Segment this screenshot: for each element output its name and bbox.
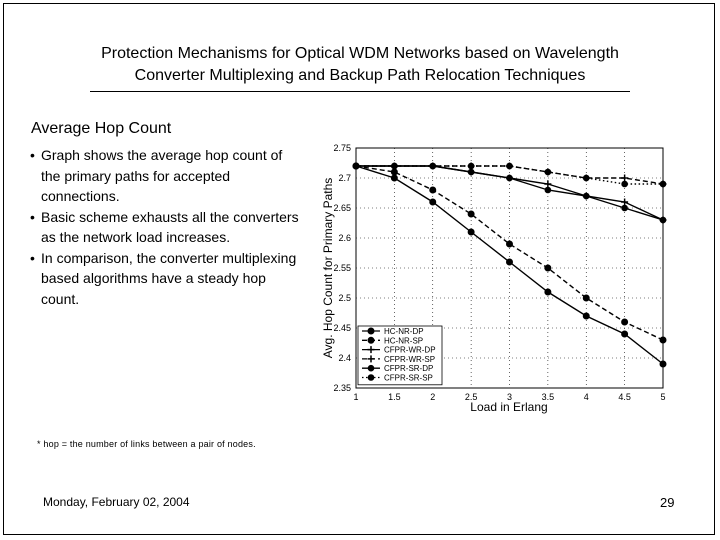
data-point xyxy=(621,181,628,188)
data-point xyxy=(506,175,513,182)
data-point xyxy=(391,169,397,175)
slide-title-line-1: Protection Mechanisms for Optical WDM Networks based on Wavelength xyxy=(101,45,619,62)
legend-marker xyxy=(368,374,375,381)
data-point xyxy=(545,289,551,295)
data-point xyxy=(468,169,475,176)
y-tick-label: 2.65 xyxy=(333,203,351,213)
y-tick-label: 2.6 xyxy=(338,233,351,243)
data-point xyxy=(621,175,628,182)
data-point xyxy=(621,199,628,206)
y-tick-label: 2.7 xyxy=(338,173,351,183)
bullet-list xyxy=(30,145,300,309)
section-heading: Average Hop Count xyxy=(31,120,172,137)
data-point xyxy=(429,163,436,170)
x-tick-label: 1 xyxy=(353,392,359,402)
bullet-item: • Graph shows the average hop count of the primary paths for accepted connections. xyxy=(30,145,300,207)
data-point xyxy=(507,259,513,265)
y-tick-label: 2.35 xyxy=(333,383,351,393)
slide-date: Monday, February 02, 2004 xyxy=(43,495,190,509)
y-tick-label: 2.55 xyxy=(333,263,351,273)
y-tick-label: 2.5 xyxy=(338,293,351,303)
bullet-item: • In comparison, the converter multiplexing based algorithms have a steady hop count. xyxy=(30,248,300,310)
data-point xyxy=(583,175,590,182)
data-point xyxy=(583,193,590,200)
data-point xyxy=(583,295,589,301)
slide-title-line-2: Converter Multiplexing and Backup Path Relocation Techniques xyxy=(134,67,586,84)
bullet-item: • Basic scheme exhausts all the converters as the network load increases. xyxy=(30,207,300,248)
legend-label: CFPR-WR-SP xyxy=(384,354,436,364)
y-axis-label: Avg. Hop Count for Primary Paths xyxy=(321,177,335,359)
x-tick-label: 2.5 xyxy=(464,392,478,402)
legend-label: HC-NR-SP xyxy=(384,336,424,346)
data-point xyxy=(545,187,552,194)
data-point xyxy=(391,163,398,170)
data-point xyxy=(545,169,552,176)
chart-legend xyxy=(358,326,442,385)
x-tick-label: 4.5 xyxy=(618,392,631,402)
footnote: * hop = the number of links between a pair of nodes. xyxy=(37,439,256,449)
x-tick-label: 2 xyxy=(430,392,436,402)
hop-count-chart xyxy=(300,138,685,423)
legend-label: HC-NR-DP xyxy=(384,327,424,336)
data-point xyxy=(468,211,474,217)
data-point xyxy=(391,175,397,181)
data-point xyxy=(507,241,513,247)
x-tick-label: 3.5 xyxy=(541,392,555,402)
x-axis-label: Load in Erlang xyxy=(470,400,548,414)
x-tick-label: 3 xyxy=(506,392,513,402)
legend-marker xyxy=(368,365,375,372)
data-point xyxy=(506,163,513,170)
data-point xyxy=(468,163,475,170)
data-point xyxy=(622,319,628,325)
title-underline xyxy=(90,91,630,92)
data-point xyxy=(430,187,436,193)
y-tick-label: 2.45 xyxy=(333,323,351,333)
x-tick-label: 5 xyxy=(660,392,666,402)
legend-marker xyxy=(368,328,374,334)
legend-label: CFPR-WR-DP xyxy=(384,345,436,355)
y-axis-ticks xyxy=(333,143,351,393)
data-point xyxy=(430,199,436,205)
legend-marker xyxy=(368,337,374,343)
data-point xyxy=(621,205,628,212)
x-tick-label: 4 xyxy=(583,392,589,402)
page-number: 29 xyxy=(660,495,675,510)
y-tick-label: 2.75 xyxy=(333,143,351,153)
legend-label: CFPR-SR-SP xyxy=(384,373,433,383)
data-point xyxy=(583,313,589,319)
x-tick-label: 1.5 xyxy=(388,392,401,402)
data-point xyxy=(544,181,551,188)
data-point xyxy=(545,265,551,271)
data-point xyxy=(622,331,628,337)
data-point xyxy=(468,229,474,235)
slide-title xyxy=(30,43,690,87)
legend-label: CFPR-SR-DP xyxy=(384,364,434,374)
y-tick-label: 2.4 xyxy=(338,353,351,363)
